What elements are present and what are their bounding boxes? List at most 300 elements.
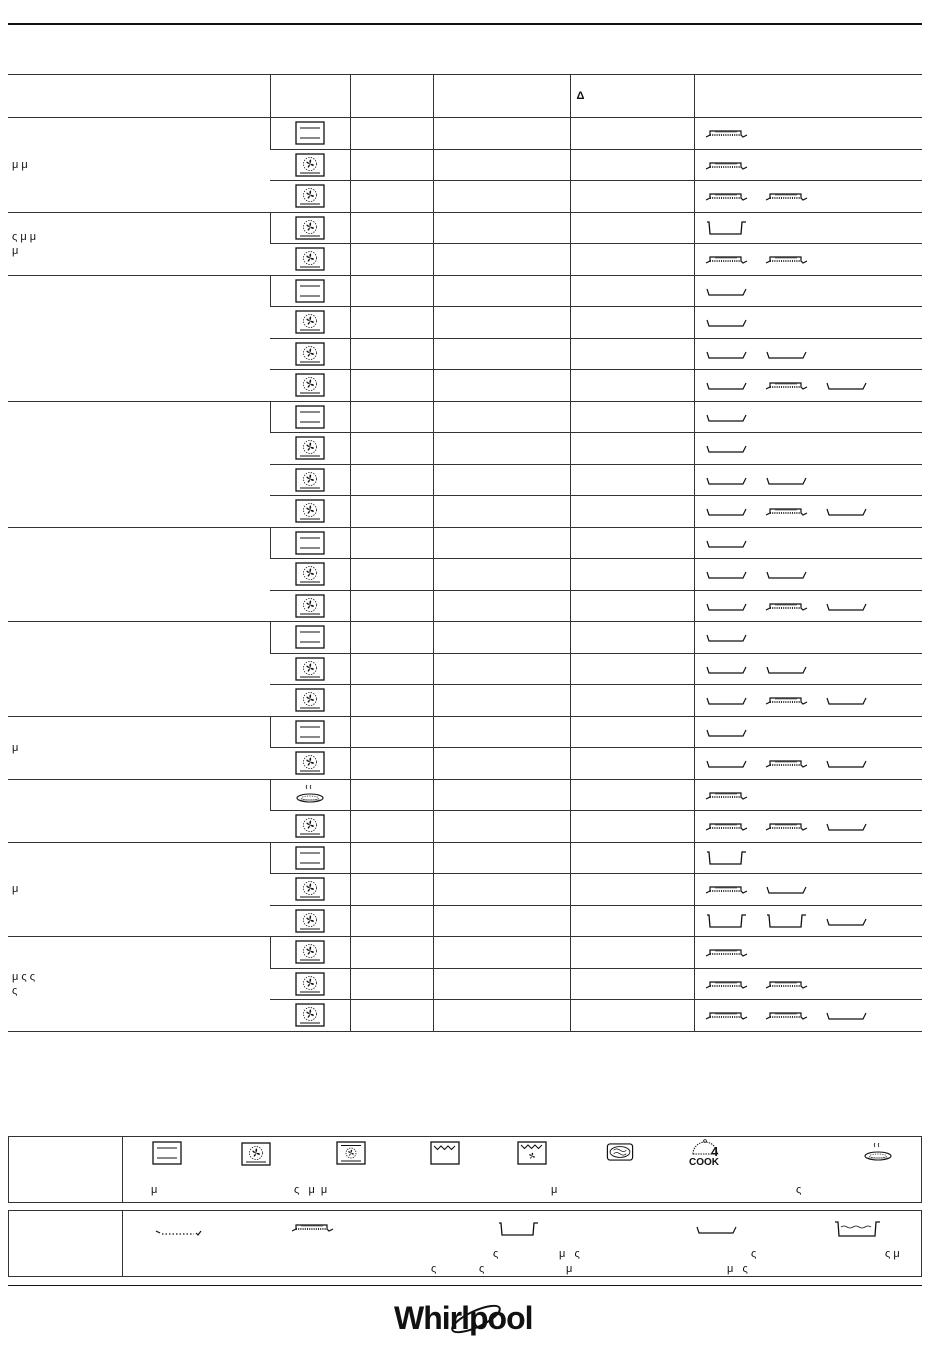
food-name: μ ς ς ς [8,937,270,1032]
accessories-cell [694,779,922,811]
top-rule [8,23,922,25]
preheat-cell [350,496,433,528]
temperature-cell [433,842,570,874]
accessories-cell [694,370,922,402]
fan-oven-icon [295,468,325,492]
accessory-list [705,253,923,265]
temperature-cell [433,874,570,906]
baking-tray-icon [705,474,749,486]
table-header-row [8,75,922,118]
accessories-cell [694,874,922,906]
pizza-icon [863,1141,893,1165]
accessory-list [705,883,923,895]
turbo-grill-icon [517,1141,547,1165]
fan-oven-icon [295,153,325,177]
function-cell [270,811,350,843]
fan-oven-icon [295,1003,325,1027]
table-row [8,842,922,874]
fan-oven-icon [295,909,325,933]
temperature-cell [433,275,570,307]
accessory-list [705,631,923,643]
baking-tray-icon [825,379,869,391]
time-cell [570,685,694,717]
accessory-list [705,850,923,866]
accessories-cell [694,464,922,496]
time-cell [570,464,694,496]
accessory-list [705,913,923,929]
accessories-cell [694,748,922,780]
accessories-cell [694,527,922,559]
preheat-cell [350,653,433,685]
wire-shelf-icon [154,1225,204,1237]
preheat-cell [350,622,433,654]
accessory-list [705,694,923,706]
baking-tray-icon [705,411,749,423]
static-oven-icon [152,1141,182,1165]
function-cell [270,748,350,780]
temperature-cell [433,622,570,654]
function-cell [270,622,350,654]
temperature-cell [433,685,570,717]
function-cell [270,905,350,937]
grill-rack-icon [705,190,749,202]
food-name [8,275,270,401]
accessories-cell [694,685,922,717]
preheat-cell [350,842,433,874]
preheat-cell [350,716,433,748]
baking-tray-icon [705,316,749,328]
baking-tray-icon [705,505,749,517]
accessories-legend [8,1210,922,1277]
header-temperature [433,75,570,118]
function-cell [270,401,350,433]
temperature-cell [433,590,570,622]
table-row [8,527,922,559]
time-cell [570,842,694,874]
accessory-list [705,505,923,517]
accessories-cell [694,590,922,622]
function-cell [270,1000,350,1032]
accessories-cell [694,653,922,685]
static-oven-icon [295,279,325,303]
accessory-list [705,220,923,236]
preheat-cell [350,338,433,370]
function-cell [270,685,350,717]
function-caption-4: ς [796,1184,802,1196]
temperature-cell [433,937,570,969]
temperature-cell [433,716,570,748]
grill-rack-icon [705,159,749,171]
preheat-cell [350,685,433,717]
accessories-cell [694,842,922,874]
accessories-cell [694,307,922,339]
temperature-cell [433,307,570,339]
time-cell [570,433,694,465]
time-cell [570,874,694,906]
static-oven-icon [295,625,325,649]
baking-tray-icon [705,568,749,580]
fan-oven-icon [295,562,325,586]
preheat-cell [350,181,433,213]
preheat-cell [350,1000,433,1032]
baking-tray-icon [705,694,749,706]
grill-rack-icon [705,820,749,832]
food-name: μ μ [8,118,270,213]
temperature-cell [433,149,570,181]
temperature-cell [433,212,570,244]
baking-tray-icon [825,1009,869,1021]
function-cell [270,779,350,811]
temperature-cell [433,464,570,496]
accessories-cell [694,716,922,748]
header-preheat [350,75,433,118]
accessory-caption-2a: ς [431,1263,437,1275]
grill-rack-icon [765,253,809,265]
drip-tray-icon [833,1219,883,1239]
time-cell [570,118,694,150]
accessories-cell [694,433,922,465]
grill-rack-icon [765,190,809,202]
baking-dish-icon [705,220,749,236]
accessory-list [705,757,923,769]
grill-rack-icon [765,1009,809,1021]
fan-oven-icon [295,310,325,334]
baking-tray-icon [705,442,749,454]
preheat-cell [350,149,433,181]
baking-tray-icon [695,1223,739,1235]
food-name: ς μ μ μ [8,212,270,275]
temperature-cell [433,401,570,433]
fan-oven-icon [295,972,325,996]
fan-oven-icon [295,436,325,460]
time-cell [570,905,694,937]
fan-oven-icon [295,216,325,240]
baking-tray-icon [765,474,809,486]
time-cell [570,496,694,528]
convection-icon [336,1141,366,1165]
accessory-caption-1d: ς μ [885,1248,900,1260]
time-cell [570,212,694,244]
temperature-cell [433,811,570,843]
accessories-cell [694,181,922,213]
food-name [8,779,270,842]
function-cell [270,496,350,528]
time-cell [570,244,694,276]
time-cell [570,937,694,969]
preheat-cell [350,905,433,937]
temperature-cell [433,496,570,528]
accessory-caption-2c: μ [566,1263,573,1275]
preheat-cell [350,937,433,969]
functions-legend [8,1136,922,1203]
cook-4-number: 4 [711,1144,719,1159]
accessory-list [705,820,923,832]
preheat-cell [350,212,433,244]
function-cell [270,275,350,307]
header-function [270,75,350,118]
accessory-list [705,285,923,297]
function-cell [270,559,350,591]
table-row [8,622,922,654]
temperature-cell [433,968,570,1000]
grill-rack-icon [705,253,749,265]
accessory-list [705,159,923,171]
accessory-caption-2b: ς [479,1263,485,1275]
static-oven-icon [295,720,325,744]
preheat-cell [350,968,433,1000]
preheat-cell [350,464,433,496]
time-cell [570,968,694,1000]
grill-rack-icon [765,600,809,612]
accessory-list [705,348,923,360]
preheat-cell [350,370,433,402]
accessories-cell [694,622,922,654]
temperature-cell [433,370,570,402]
accessory-list [705,789,923,801]
baking-tray-icon [765,663,809,675]
time-cell [570,716,694,748]
whirlpool-logo [390,1295,550,1343]
baking-tray-icon [765,568,809,580]
function-cell [270,212,350,244]
accessory-caption-2d: μ ς [727,1263,748,1275]
accessory-list [705,411,923,423]
function-cell [270,118,350,150]
temperature-cell [433,559,570,591]
maxi-cooking-icon [606,1143,634,1161]
baking-tray-icon [705,537,749,549]
time-cell [570,401,694,433]
baking-tray-icon [705,663,749,675]
preheat-cell [350,811,433,843]
fan-oven-icon [241,1142,271,1166]
temperature-cell [433,653,570,685]
fan-oven-icon [295,499,325,523]
temperature-cell [433,118,570,150]
accessories-legend-label [9,1211,123,1276]
baking-tray-icon [705,285,749,297]
preheat-cell [350,401,433,433]
table-row [8,118,922,150]
preheat-cell [350,590,433,622]
static-oven-icon [295,405,325,429]
baking-dish-icon [765,913,809,929]
cook-4-icon [689,1139,725,1171]
preheat-cell [350,275,433,307]
function-caption-3: μ [551,1184,558,1196]
grill-rack-icon [765,820,809,832]
temperature-cell [433,181,570,213]
preheat-cell [350,874,433,906]
time-cell [570,1000,694,1032]
accessories-cell [694,968,922,1000]
temperature-cell [433,338,570,370]
accessory-list [705,568,923,580]
functions-legend-label [9,1137,123,1202]
time-cell [570,559,694,591]
accessories-cell [694,212,922,244]
baking-dish-icon [705,913,749,929]
time-cell [570,653,694,685]
grill-rack-icon [705,946,749,958]
accessories-cell [694,496,922,528]
preheat-cell [350,433,433,465]
function-cell [270,716,350,748]
accessory-list [705,600,923,612]
food-name [8,401,270,527]
preheat-cell [350,307,433,339]
cook-4-label: COOK [689,1157,719,1168]
function-cell [270,370,350,402]
temperature-cell [433,1000,570,1032]
pizza-icon [295,783,325,807]
baking-tray-icon [825,600,869,612]
time-cell [570,527,694,559]
accessories-cell [694,401,922,433]
accessory-list [705,663,923,675]
grill-icon [430,1141,460,1165]
grill-rack-icon [705,127,749,139]
temperature-cell [433,244,570,276]
baking-tray-icon [765,883,809,895]
preheat-cell [350,118,433,150]
fan-oven-icon [295,247,325,271]
baking-dish-icon [497,1221,541,1237]
accessories-cell [694,905,922,937]
grill-rack-icon [705,1009,749,1021]
temperature-cell [433,779,570,811]
function-cell [270,244,350,276]
accessory-list [705,316,923,328]
accessories-cell [694,118,922,150]
fan-oven-icon [295,184,325,208]
accessories-cell [694,338,922,370]
grill-rack-icon [765,379,809,391]
grill-rack-icon [765,694,809,706]
time-cell [570,779,694,811]
time-cell [570,748,694,780]
grill-rack-icon [765,505,809,517]
time-cell [570,181,694,213]
baking-tray-icon [825,505,869,517]
function-cell [270,968,350,1000]
function-caption-1: μ [151,1184,158,1196]
function-cell [270,433,350,465]
accessory-list [705,978,923,990]
baking-tray-icon [825,694,869,706]
header-food [8,75,270,118]
food-name: μ [8,716,270,779]
table-body [8,118,922,1032]
fan-oven-icon [295,594,325,618]
function-cell [270,527,350,559]
function-cell [270,842,350,874]
table-row [8,401,922,433]
function-cell [270,937,350,969]
baking-tray-icon [705,379,749,391]
fan-oven-icon [295,877,325,901]
food-name [8,527,270,622]
fan-oven-icon [295,688,325,712]
table-row [8,779,922,811]
fan-oven-icon [295,814,325,838]
accessory-list [705,946,923,958]
baking-tray-icon [705,348,749,360]
static-oven-icon [295,531,325,555]
fan-oven-icon [295,373,325,397]
temperature-cell [433,748,570,780]
preheat-cell [350,527,433,559]
temperature-cell [433,527,570,559]
logo-wordmark: Whirlpool [394,1300,533,1336]
time-cell [570,149,694,181]
function-cell [270,874,350,906]
grill-rack-icon [705,789,749,801]
function-cell [270,653,350,685]
baking-tray-icon [705,631,749,643]
preheat-cell [350,559,433,591]
header-accessories [694,75,922,118]
temperature-cell [433,905,570,937]
baking-tray-icon [705,726,749,738]
accessories-cell [694,1000,922,1032]
accessory-list [705,726,923,738]
accessory-list [705,190,923,202]
grill-rack-icon [291,1221,335,1233]
preheat-cell [350,779,433,811]
function-caption-2: ς μ μ [294,1184,328,1196]
time-cell [570,622,694,654]
static-oven-icon [295,121,325,145]
temperature-cell [433,433,570,465]
time-cell [570,370,694,402]
accessory-list [705,379,923,391]
function-cell [270,464,350,496]
baking-tray-icon [705,600,749,612]
baking-tray-icon [825,915,869,927]
grill-rack-icon [705,978,749,990]
accessory-caption-1b: μ ς [559,1248,580,1260]
grill-rack-icon [765,757,809,769]
static-oven-icon [295,846,325,870]
table-row [8,212,922,244]
baking-dish-icon [705,850,749,866]
baking-tray-icon [825,820,869,832]
header-time: Δ [570,75,694,118]
baking-tray-icon [765,348,809,360]
food-name [8,622,270,717]
accessories-cell [694,937,922,969]
accessory-list [705,537,923,549]
function-cell [270,181,350,213]
preheat-cell [350,244,433,276]
grill-rack-icon [705,883,749,895]
table-row [8,275,922,307]
time-cell [570,590,694,622]
accessory-caption-1a: ς [493,1248,499,1260]
accessories-cell [694,275,922,307]
function-cell [270,338,350,370]
food-name: μ [8,842,270,937]
accessories-cell [694,149,922,181]
accessory-list [705,474,923,486]
baking-tray-icon [825,757,869,769]
grill-rack-icon [765,978,809,990]
time-cell [570,338,694,370]
time-cell [570,275,694,307]
baking-tray-icon [705,757,749,769]
fan-oven-icon [295,657,325,681]
